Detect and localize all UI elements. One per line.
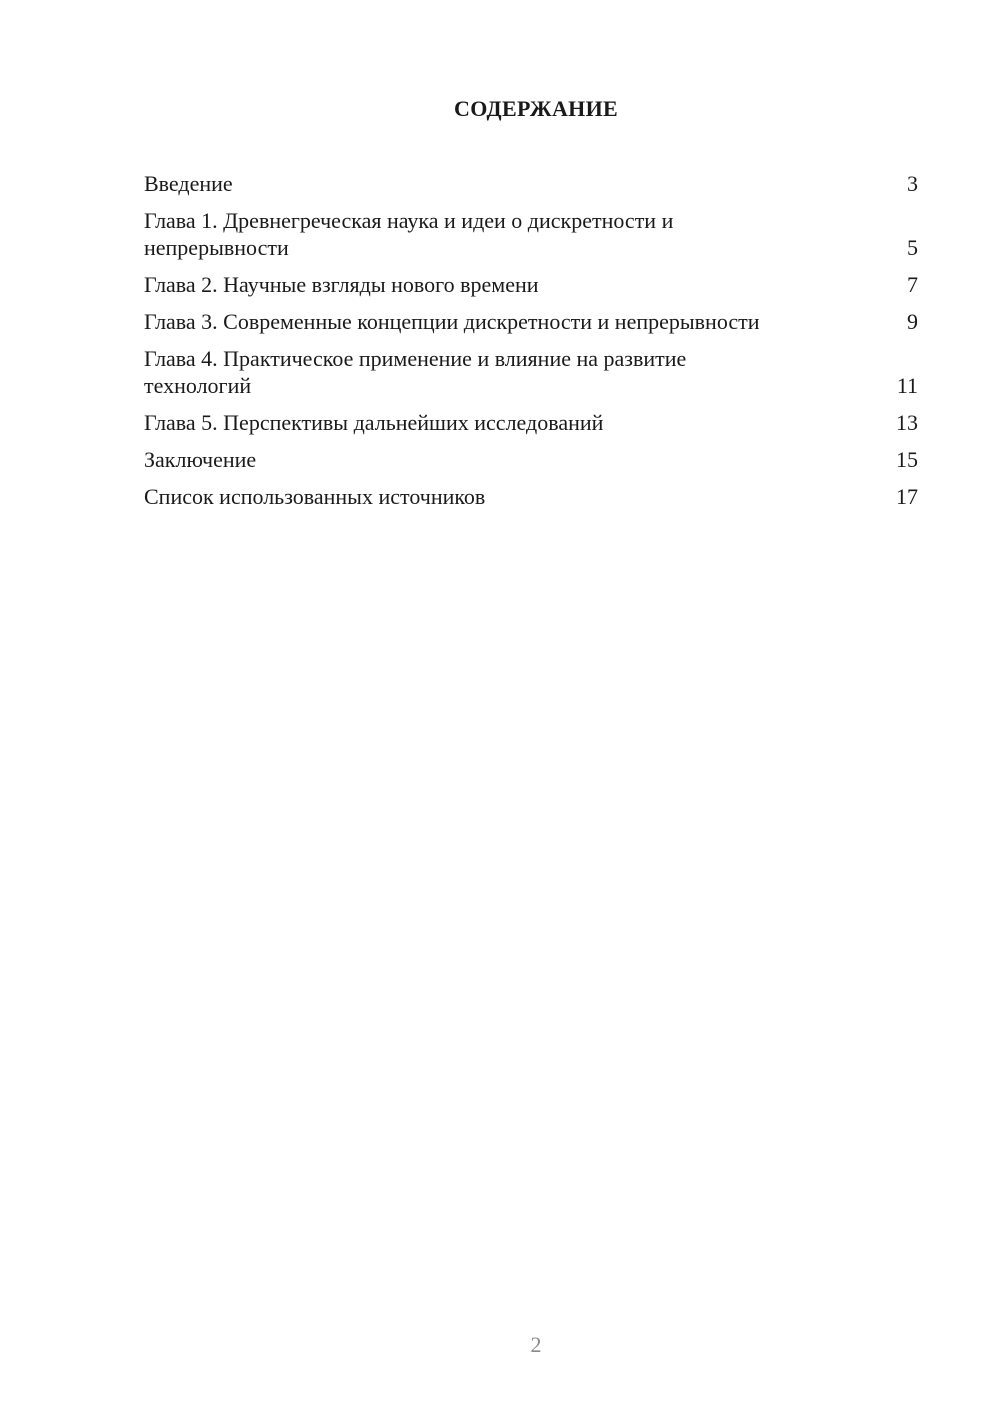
toc-entry-label: Введение [144, 171, 233, 196]
toc-entry-conclusion [144, 446, 918, 473]
toc-entry-chapter-1 [144, 207, 918, 261]
toc-entry-references [144, 483, 918, 510]
toc-entry-page: 13 [896, 410, 918, 435]
toc-entry-chapter-3 [144, 308, 918, 335]
toc-entry-page: 7 [907, 272, 918, 297]
toc-entry-label: Глава 2. Научные взгляды нового времени [144, 272, 539, 297]
toc-entry-label: Заключение [144, 447, 257, 472]
toc-entry-page: 5 [907, 235, 918, 260]
page-number: 2 [530, 1332, 542, 1357]
toc-entry-label: Глава 5. Перспективы дальнейших исследований [144, 410, 604, 435]
toc-entry-label: Глава 1. Древнегреческая наука и идеи о дискретности и непрерывности [144, 208, 674, 260]
toc-entry-label: Глава 4. Практическое применение и влияние на развитие технологий [144, 346, 687, 398]
toc-entry-chapter-4 [144, 345, 918, 399]
toc-entry-page: 15 [896, 447, 918, 472]
toc-entry-label: Список использованных источников [144, 484, 486, 509]
toc-entry-page: 17 [896, 484, 918, 509]
toc-entry-page: 9 [907, 309, 918, 334]
toc-entry-page: 3 [907, 171, 918, 196]
table-of-contents [144, 170, 918, 520]
page-title: СОДЕРЖАНИЕ [454, 96, 618, 121]
toc-entry-chapter-5 [144, 409, 918, 436]
toc-entry-introduction [144, 170, 918, 197]
toc-entry-label: Глава 3. Современные концепции дискретности и непрерывности [144, 309, 760, 334]
toc-entry-page: 11 [896, 373, 918, 398]
toc-entry-chapter-2 [144, 271, 918, 298]
